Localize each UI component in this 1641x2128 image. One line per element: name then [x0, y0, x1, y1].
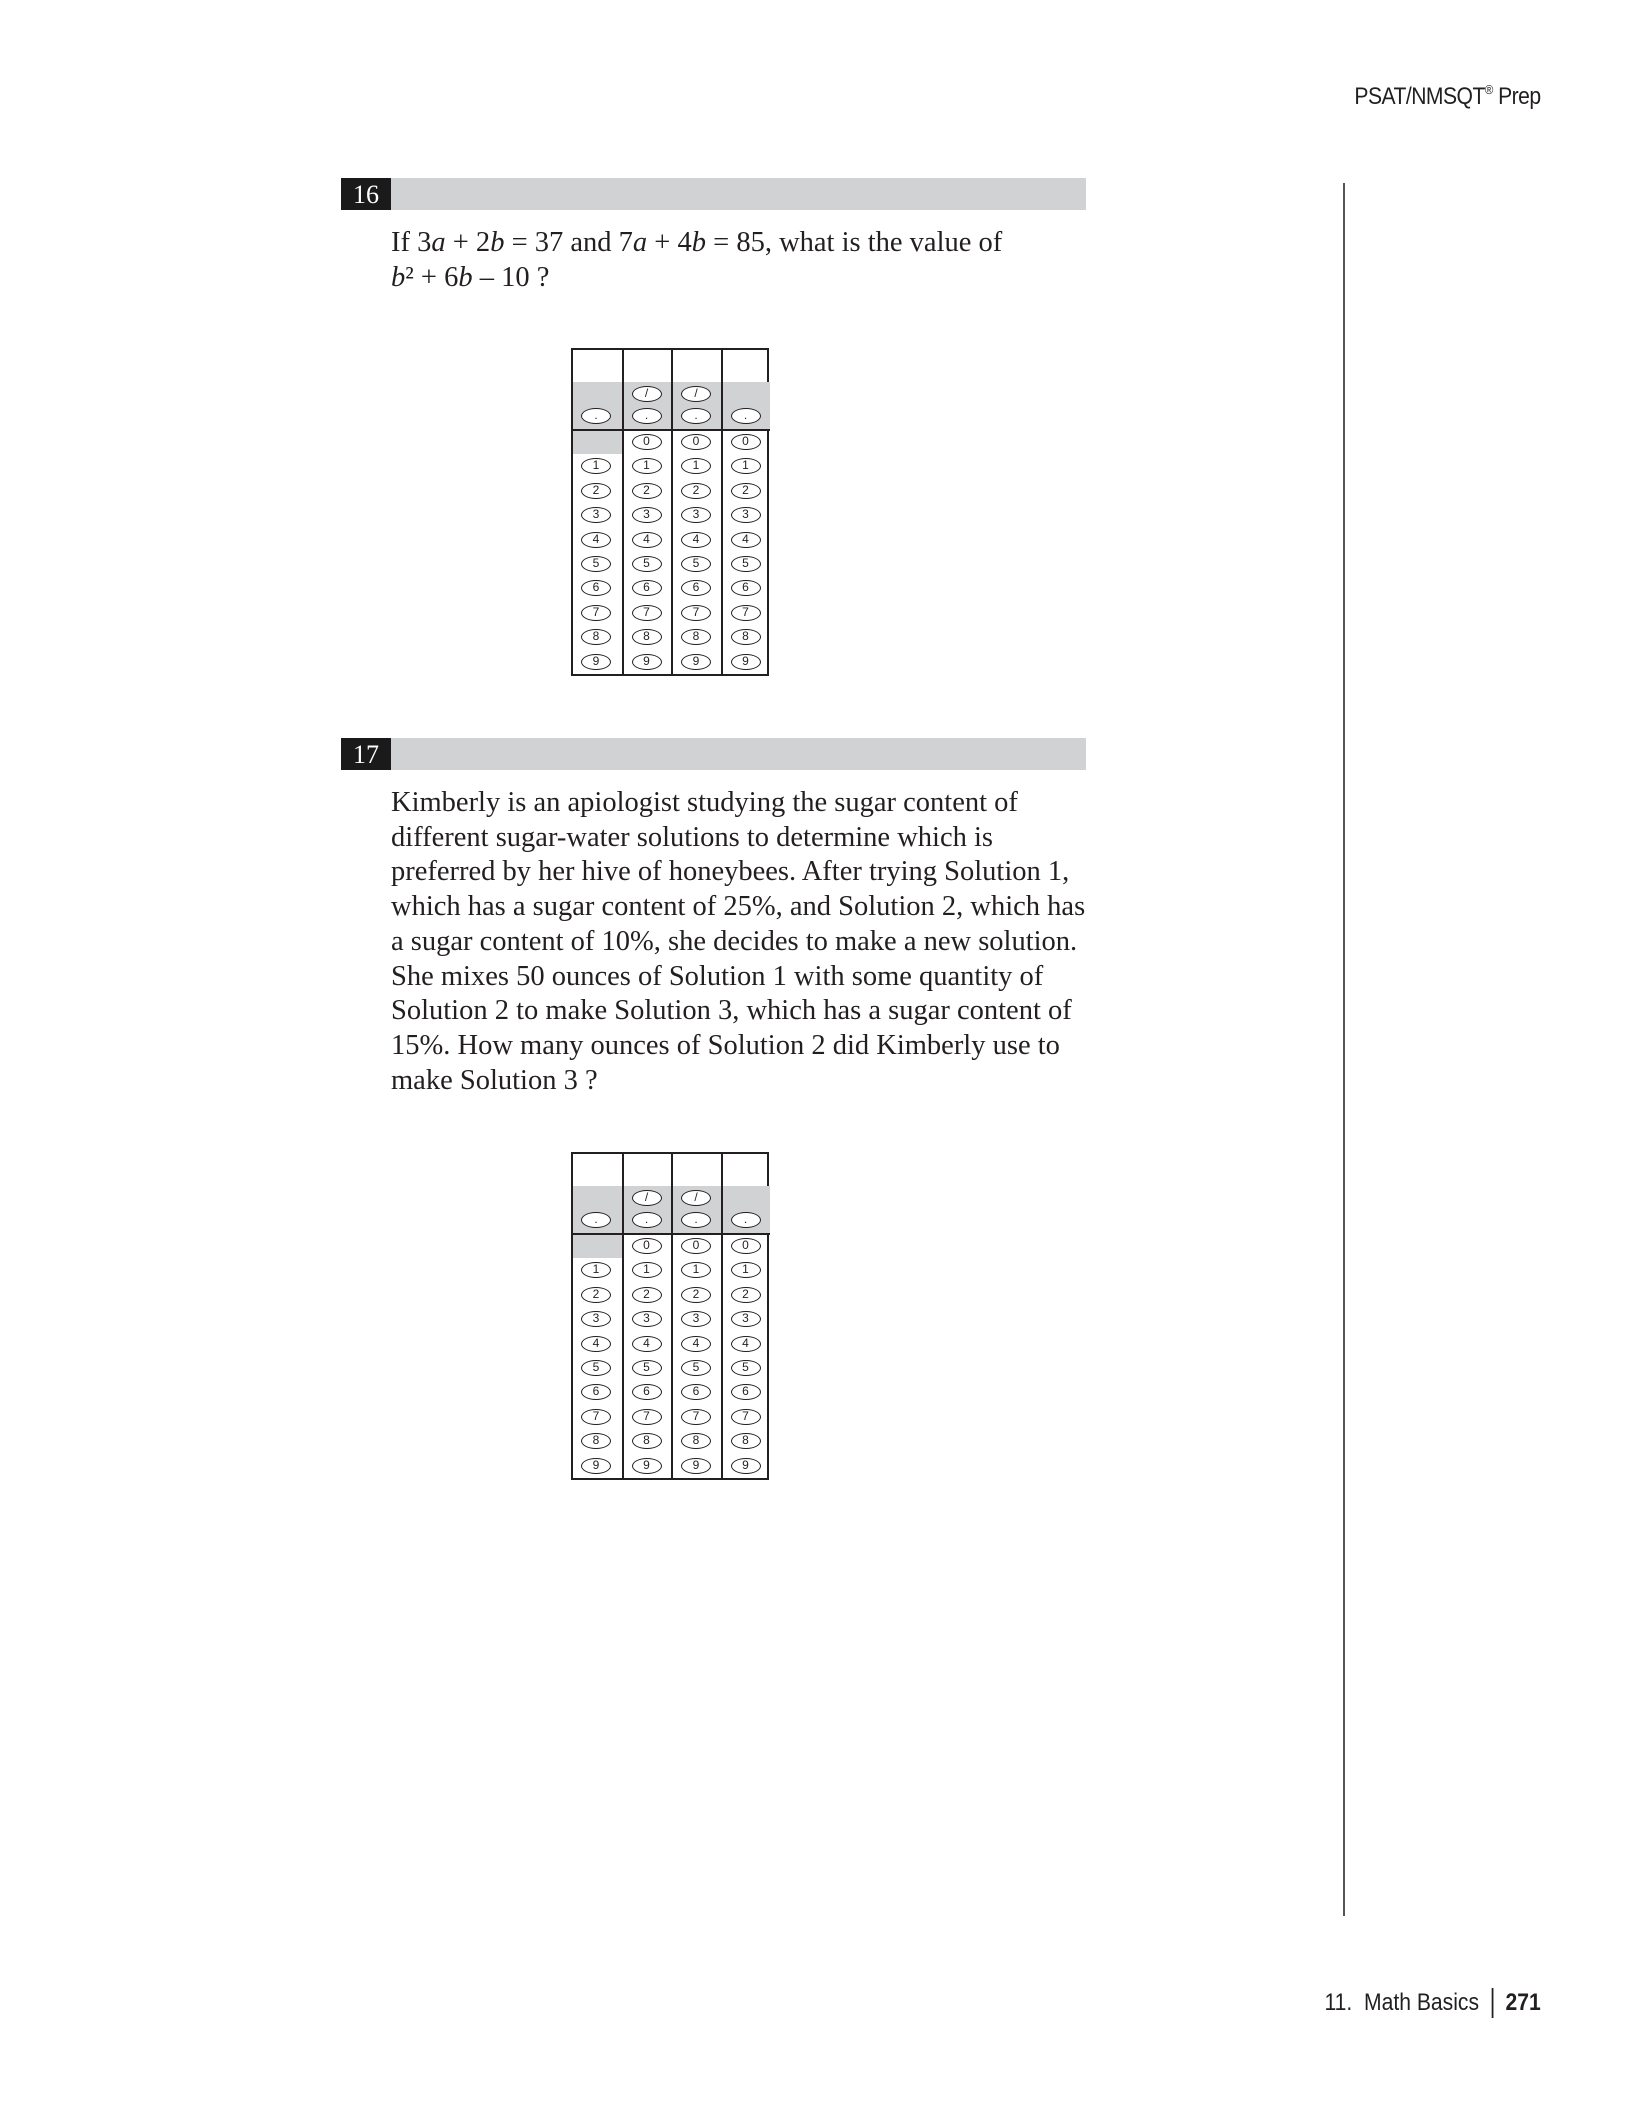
digit-bubble-0[interactable]: 0	[681, 1238, 711, 1254]
decimal-bubble[interactable]: .	[632, 1212, 662, 1228]
blank-zero-cell	[573, 431, 623, 454]
digit-bubble-7[interactable]: 7	[581, 1409, 611, 1425]
digit-bubble-8[interactable]: 8	[731, 1433, 761, 1449]
page-footer	[1325, 1988, 1541, 2018]
answer-entry-box[interactable]	[673, 350, 721, 384]
digit-bubble-7[interactable]: 7	[581, 605, 611, 621]
digit-bubble-2[interactable]: 2	[681, 1287, 711, 1303]
digit-bubble-2[interactable]: 2	[731, 1287, 761, 1303]
grid-column-3	[671, 1154, 721, 1478]
digit-bubble-4[interactable]: 4	[632, 1336, 662, 1352]
digit-bubble-5[interactable]: 5	[632, 1360, 662, 1376]
grid-column-4	[721, 1154, 771, 1478]
digit-bubble-9[interactable]: 9	[731, 1458, 761, 1474]
grid-column-4	[721, 350, 771, 674]
variable: b	[490, 227, 505, 258]
digit-bubble-7[interactable]: 7	[632, 605, 662, 621]
answer-entry-box[interactable]	[573, 1154, 623, 1188]
decimal-bubble[interactable]: .	[731, 1212, 761, 1228]
fraction-bubble[interactable]: /	[681, 386, 711, 402]
header-title: PSAT/NMSQT	[1354, 83, 1486, 110]
text-segment: ² + 6	[405, 261, 459, 293]
digit-bubble-8[interactable]: 8	[632, 1433, 662, 1449]
fraction-bubble[interactable]: /	[632, 386, 662, 402]
digit-bubble-6[interactable]: 6	[581, 1384, 611, 1400]
question-17-text	[391, 786, 1085, 1098]
digit-bubble-3[interactable]: 3	[581, 1311, 611, 1327]
digit-bubble-5[interactable]: 5	[681, 1360, 711, 1376]
decimal-bubble[interactable]: .	[731, 408, 761, 424]
digit-bubble-1[interactable]: 1	[731, 1262, 761, 1278]
digit-bubble-9[interactable]: 9	[681, 654, 711, 670]
digit-bubble-0[interactable]: 0	[632, 434, 662, 450]
grid-column-1	[573, 350, 623, 674]
registered-mark: ®	[1485, 82, 1494, 97]
question-17-bar	[341, 738, 1086, 770]
digit-bubble-3[interactable]: 3	[731, 507, 761, 523]
answer-entry-box[interactable]	[573, 350, 623, 384]
digit-bubble-7[interactable]: 7	[632, 1409, 662, 1425]
digit-bubble-5[interactable]: 5	[681, 556, 711, 572]
answer-entry-box[interactable]	[673, 1154, 721, 1188]
digit-bubble-4[interactable]: 4	[581, 1336, 611, 1352]
digit-bubble-1[interactable]: 1	[681, 458, 711, 474]
text-line: make Solution 3 ?	[391, 1064, 598, 1096]
digit-bubble-6[interactable]: 6	[581, 580, 611, 596]
digit-bubble-7[interactable]: 7	[731, 605, 761, 621]
page-number: 271	[1505, 1989, 1541, 2016]
digit-bubble-4[interactable]: 4	[632, 532, 662, 548]
digit-bubble-2[interactable]: 2	[632, 1287, 662, 1303]
digit-bubble-5[interactable]: 5	[731, 1360, 761, 1376]
answer-entry-box[interactable]	[624, 1154, 672, 1188]
text-line: 15%. How many ounces of Solution 2 did Kimberly use to	[391, 1029, 1060, 1061]
digit-bubble-4[interactable]: 4	[681, 532, 711, 548]
digit-bubble-8[interactable]: 8	[581, 1433, 611, 1449]
digit-bubble-6[interactable]: 6	[731, 580, 761, 596]
digit-bubble-0[interactable]: 0	[731, 1238, 761, 1254]
header-suffix: Prep	[1493, 83, 1541, 110]
digit-bubble-1[interactable]: 1	[731, 458, 761, 474]
text-line	[391, 226, 1002, 261]
margin-rule	[1343, 183, 1345, 1916]
decimal-bubble[interactable]: .	[581, 408, 611, 424]
digit-bubble-6[interactable]: 6	[632, 1384, 662, 1400]
fraction-bubble[interactable]: /	[632, 1190, 662, 1206]
digit-bubble-7[interactable]: 7	[731, 1409, 761, 1425]
answer-entry-box[interactable]	[723, 1154, 771, 1188]
digit-bubble-5[interactable]: 5	[632, 556, 662, 572]
digit-bubble-0[interactable]: 0	[681, 434, 711, 450]
digit-bubble-1[interactable]: 1	[581, 1262, 611, 1278]
decimal-bubble[interactable]: .	[581, 1212, 611, 1228]
digit-bubble-3[interactable]: 3	[681, 507, 711, 523]
digit-bubble-0[interactable]: 0	[731, 434, 761, 450]
digit-bubble-9[interactable]: 9	[681, 1458, 711, 1474]
digit-bubble-0[interactable]: 0	[632, 1238, 662, 1254]
digit-bubble-6[interactable]: 6	[731, 1384, 761, 1400]
text-segment: + 4	[647, 227, 692, 258]
question-16-bar	[341, 178, 1086, 210]
digit-bubble-8[interactable]: 8	[581, 629, 611, 645]
text-segment: + 2	[445, 227, 491, 258]
digit-bubble-3[interactable]: 3	[632, 1311, 662, 1327]
text-segment: – 10 ?	[472, 261, 550, 293]
text-line: Kimberly is an apiologist studying the sugar content of	[391, 787, 1018, 818]
question-number: 17	[341, 738, 391, 770]
digit-bubble-8[interactable]: 8	[681, 629, 711, 645]
digit-bubble-8[interactable]: 8	[632, 629, 662, 645]
digit-bubble-9[interactable]: 9	[632, 1458, 662, 1474]
text-segment: If 3	[391, 227, 432, 258]
digit-bubble-3[interactable]: 3	[731, 1311, 761, 1327]
digit-bubble-5[interactable]: 5	[581, 556, 611, 572]
decimal-bubble[interactable]: .	[632, 408, 662, 424]
digit-bubble-9[interactable]: 9	[581, 654, 611, 670]
digit-bubble-9[interactable]: 9	[731, 654, 761, 670]
question-16-text	[391, 226, 1002, 295]
digit-bubble-2[interactable]: 2	[581, 1287, 611, 1303]
digit-bubble-5[interactable]: 5	[731, 556, 761, 572]
digit-bubble-4[interactable]: 4	[731, 1336, 761, 1352]
digit-bubble-7[interactable]: 7	[681, 605, 711, 621]
running-header	[1355, 82, 1541, 111]
digit-bubble-1[interactable]: 1	[581, 458, 611, 474]
answer-entry-box[interactable]	[624, 350, 672, 384]
digit-bubble-3[interactable]: 3	[632, 507, 662, 523]
digit-bubble-4[interactable]: 4	[581, 532, 611, 548]
digit-bubble-3[interactable]: 3	[681, 1311, 711, 1327]
digit-bubble-4[interactable]: 4	[681, 1336, 711, 1352]
variable: b	[691, 227, 706, 258]
digit-bubble-6[interactable]: 6	[632, 580, 662, 596]
answer-grid-17[interactable]	[571, 1152, 769, 1480]
text-line: a sugar content of 10%, she decides to make a new solution.	[391, 925, 1078, 957]
text-line: Solution 2 to make Solution 3, which has a sugar content of	[391, 995, 1072, 1027]
answer-entry-box[interactable]	[723, 350, 771, 384]
grid-column-2	[622, 350, 672, 674]
digit-bubble-7[interactable]: 7	[681, 1409, 711, 1425]
digit-bubble-2[interactable]: 2	[681, 483, 711, 499]
text-line: She mixes 50 ounces of Solution 1 with some quantity of	[391, 960, 1044, 992]
variable: a	[431, 227, 446, 258]
variable: b	[391, 261, 406, 293]
digit-bubble-1[interactable]: 1	[632, 458, 662, 474]
digit-bubble-8[interactable]: 8	[681, 1433, 711, 1449]
grid-column-3	[671, 350, 721, 674]
question-number: 16	[341, 178, 391, 210]
grid-column-2	[622, 1154, 672, 1478]
answer-grid-16[interactable]	[571, 348, 769, 676]
digit-bubble-2[interactable]: 2	[632, 483, 662, 499]
grid-column-1	[573, 1154, 623, 1478]
fraction-bubble[interactable]: /	[681, 1190, 711, 1206]
text-line: which has a sugar content of 25%, and Solution 2, which has	[391, 891, 1086, 923]
text-line	[391, 261, 1002, 296]
text-segment: = 37 and 7	[504, 227, 633, 258]
digit-bubble-5[interactable]: 5	[581, 1360, 611, 1376]
digit-bubble-6[interactable]: 6	[681, 1384, 711, 1400]
text-line: different sugar-water solutions to determine which is	[391, 821, 993, 853]
variable: b	[458, 261, 473, 293]
digit-bubble-9[interactable]: 9	[581, 1458, 611, 1474]
decimal-bubble[interactable]: .	[681, 408, 711, 424]
variable: a	[632, 227, 648, 258]
digit-bubble-8[interactable]: 8	[731, 629, 761, 645]
digit-bubble-2[interactable]: 2	[731, 483, 761, 499]
digit-bubble-1[interactable]: 1	[632, 1262, 662, 1278]
text-segment: = 85, what is the value of	[706, 227, 1003, 258]
digit-bubble-6[interactable]: 6	[681, 580, 711, 596]
digit-bubble-2[interactable]: 2	[581, 483, 611, 499]
chapter-label: 11. Math Basics	[1324, 1989, 1480, 2016]
digit-bubble-4[interactable]: 4	[731, 532, 761, 548]
footer-divider	[1492, 1988, 1494, 2018]
blank-zero-cell	[573, 1235, 623, 1258]
digit-bubble-1[interactable]: 1	[681, 1262, 711, 1278]
digit-bubble-3[interactable]: 3	[581, 507, 611, 523]
digit-bubble-9[interactable]: 9	[632, 654, 662, 670]
decimal-bubble[interactable]: .	[681, 1212, 711, 1228]
text-line: preferred by her hive of honeybees. After trying Solution 1,	[391, 856, 1070, 888]
